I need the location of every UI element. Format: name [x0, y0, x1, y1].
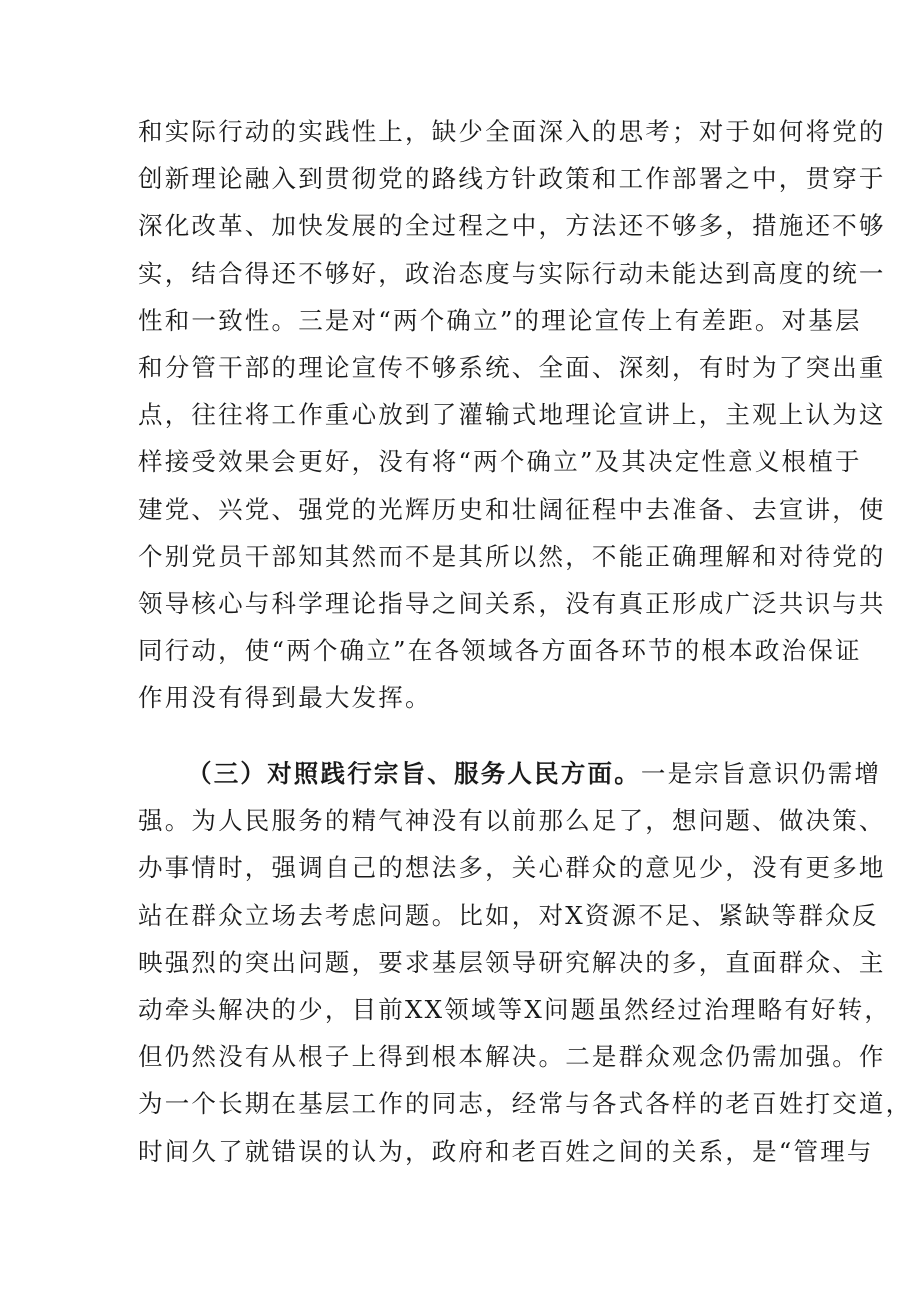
paragraph-2-line: 为一个长期在基层工作的同志，经常与各式各样的老百姓打交道，: [138, 1089, 913, 1119]
paragraph-2-line: 强。为人民服务的精气神没有以前那么足了，想问题、做决策、: [138, 806, 886, 836]
paragraph-2: [138, 750, 913, 1175]
paragraph-1-line: 和分管干部的理论宣传不够系统、全面、深刻，有时为了突出重: [138, 352, 886, 382]
paragraph-1-line: 实，结合得还不够好，政治态度与实际行动未能达到高度的统一: [138, 258, 886, 288]
paragraph-1-line: 深化改革、加快发展的全过程之中，方法还不够多，措施还不够: [138, 211, 886, 241]
paragraph-1-line: 个别党员干部知其然而不是其所以然，不能正确理解和对待党的: [138, 541, 886, 571]
paragraph-1-line: 和实际行动的实践性上，缺少全面深入的思考；对于如何将党的: [138, 117, 886, 146]
section-heading-continuation: 一是宗旨意识仍需增: [640, 759, 882, 788]
paragraph-1-line: 点，往往将工作重心放到了灌输式地理论宣讲上，主观上认为这: [138, 400, 886, 430]
section-heading: （三）对照践行宗旨、服务人民方面。: [187, 759, 641, 788]
paragraph-2-line: 时间久了就错误的认为，政府和老百姓之间的关系，是“管理与: [138, 1136, 874, 1166]
paragraph-2-line: 办事情时，强调自己的想法多，关心群众的意见少，没有更多地: [138, 853, 886, 883]
paragraph-2-line: 站在群众立场去考虑问题。比如，对X资源不足、紧缺等群众反: [138, 900, 879, 930]
paragraph-2-line: 动牵头解决的少，目前XX领域等X问题虽然经过治理略有好转，: [138, 994, 892, 1024]
paragraph-1: [138, 108, 886, 721]
paragraph-2-first-line: [138, 750, 882, 797]
paragraph-1-last-line: 作用没有得到最大发挥。: [138, 683, 432, 713]
paragraph-1-line: 创新理论融入到贯彻党的路线方针政策和工作部署之中，贯穿于: [138, 164, 886, 194]
paragraph-1-line: 性和一致性。三是对“两个确立”的理论宣传上有差距。对基层: [138, 305, 862, 335]
paragraph-2-line: 但仍然没有从根子上得到根本解决。二是群众观念仍需加强。作: [138, 1042, 886, 1072]
paragraph-1-line: 领导核心与科学理论指导之间关系，没有真正形成广泛共识与共: [138, 588, 886, 618]
paragraph-1-line: 同行动，使“两个确立”在各领域各方面各环节的根本政治保证: [138, 636, 862, 666]
paragraph-2-line: 映强烈的突出问题，要求基层领导研究解决的多，直面群众、主: [138, 947, 886, 977]
paragraph-1-line: 建党、兴党、强党的光辉历史和壮阔征程中去准备、去宣讲，使: [138, 494, 886, 524]
paragraph-1-line: 样接受效果会更好，没有将“两个确立”及其决定性意义根植于: [138, 447, 862, 477]
